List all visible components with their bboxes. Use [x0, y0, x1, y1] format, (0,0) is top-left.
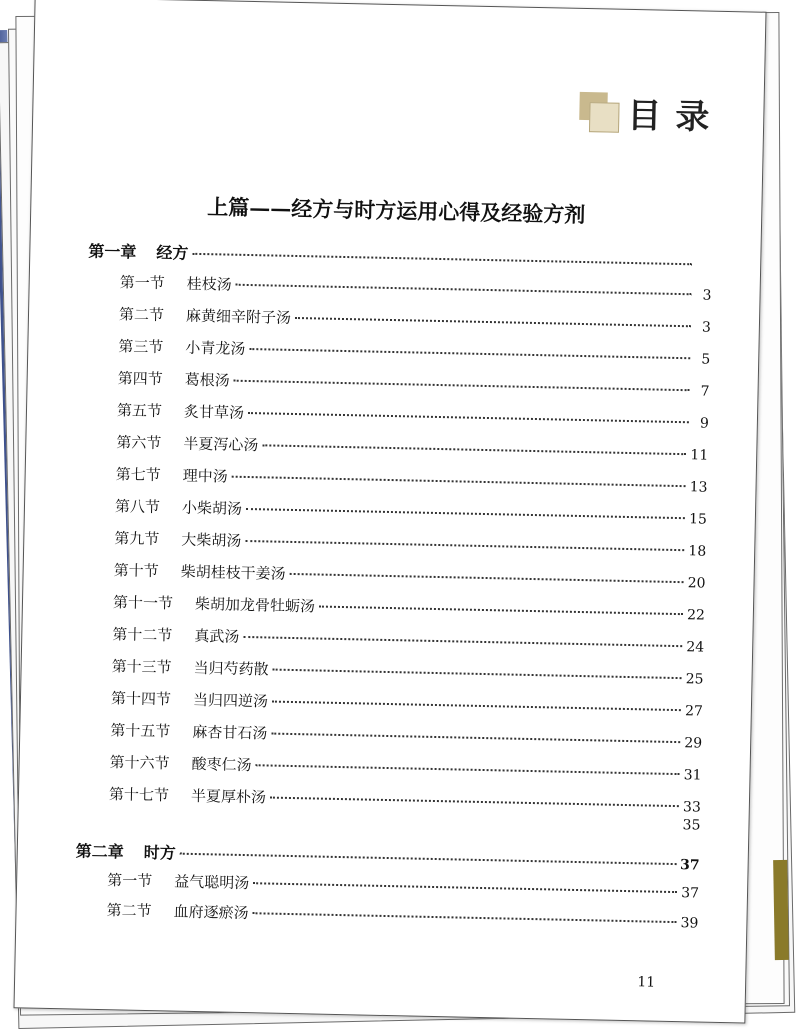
- section-label: 第十四节: [110, 689, 172, 709]
- section-label: 第六节: [116, 433, 162, 453]
- toc-title: 目录: [626, 95, 724, 138]
- toc-entry: [114, 527, 706, 560]
- toc-entry: [112, 623, 704, 656]
- section-title: 当归芍药散: [193, 658, 269, 679]
- section-page: 20: [687, 575, 706, 592]
- part-title: 上篇——经方与时方运用心得及经验方剂: [207, 194, 586, 228]
- section-title: 桂枝汤: [186, 274, 232, 294]
- toc-entry: [120, 271, 712, 304]
- section-label: 第十七节: [108, 785, 170, 805]
- toc-entry: [110, 719, 702, 752]
- section-title: 麻杏甘石汤: [192, 722, 268, 743]
- section-label: 第十一节: [112, 593, 174, 613]
- section-title: 麻黄细辛附子汤: [185, 306, 292, 327]
- section-page: 22: [686, 607, 706, 624]
- dot-leader: [256, 764, 680, 775]
- section-label: 第九节: [114, 529, 160, 549]
- toc-entry: [116, 431, 708, 464]
- section-page: 7: [700, 383, 710, 400]
- section-page: 5: [701, 351, 711, 368]
- section-label: 第一节: [119, 273, 165, 293]
- page-number: 11: [637, 974, 656, 991]
- toc-entry: [113, 559, 705, 592]
- section-title: 血府逐瘀汤: [173, 902, 249, 923]
- dot-leader: [271, 733, 680, 744]
- section-label: 第八节: [114, 497, 161, 517]
- section-title: 真武汤: [194, 626, 240, 646]
- toc-entry: [115, 495, 707, 528]
- section-title: 葛根汤: [184, 370, 230, 390]
- section-title: 理中汤: [182, 466, 228, 486]
- chapter-title: 经方: [156, 243, 189, 263]
- chapter-2-row: [76, 838, 700, 874]
- chapter-page: 37: [679, 857, 700, 874]
- section-title: 小青龙汤: [185, 338, 246, 358]
- section-page: 9: [699, 415, 710, 432]
- dot-leader: [243, 636, 682, 647]
- section-page: 29: [684, 735, 703, 752]
- dot-leader: [319, 606, 683, 616]
- section-label: 第十节: [113, 561, 159, 581]
- section-label: 第一节: [106, 871, 153, 891]
- section-title: 小柴胡汤: [181, 498, 243, 518]
- section-page: 24: [686, 639, 705, 656]
- section-label: 第七节: [115, 465, 161, 485]
- section-page: 37: [681, 885, 700, 902]
- section-label: 第十六节: [109, 753, 170, 773]
- chapter-1-row: [88, 239, 712, 275]
- toc-entry: [111, 655, 703, 688]
- chapter-1-trailing-page: 35: [682, 817, 701, 834]
- toc-entry: [118, 335, 710, 368]
- chapter-title: 时方: [143, 842, 176, 863]
- section-page: 15: [688, 511, 708, 528]
- toc-entry: [109, 751, 701, 784]
- dot-leader: [253, 882, 677, 893]
- dot-leader: [290, 573, 684, 583]
- section-label: 第十二节: [112, 625, 173, 645]
- section-title: 当归四逆汤: [192, 690, 269, 711]
- section-title: 半夏泻心汤: [183, 434, 259, 455]
- section-label: 第二节: [106, 901, 152, 921]
- section-page: 11: [690, 447, 709, 464]
- section-title: 大柴胡汤: [181, 530, 242, 550]
- section-title: 益气聪明汤: [173, 872, 250, 893]
- toc-entry: [115, 463, 707, 496]
- section-title: 柴胡加龙骨牡蛎汤: [194, 594, 316, 616]
- decorative-squares-icon: [579, 91, 620, 132]
- section-page: 33: [682, 799, 702, 816]
- section-title: 半夏厚朴汤: [190, 786, 267, 807]
- section-page: 3: [701, 319, 712, 336]
- dot-leader: [192, 253, 692, 265]
- section-title: 炙甘草汤: [183, 402, 245, 422]
- section-page: 3: [702, 287, 712, 304]
- dot-leader: [262, 444, 686, 455]
- section-page: 25: [685, 671, 704, 688]
- dot-leader: [253, 912, 677, 923]
- section-label: 第二节: [118, 305, 165, 325]
- dot-leader: [270, 797, 679, 808]
- toc-entry: [119, 303, 711, 336]
- section-label: 第十三节: [111, 657, 172, 677]
- dot-leader: [236, 284, 692, 296]
- chapter-label: 第二章: [75, 841, 124, 862]
- dot-leader: [245, 540, 684, 551]
- dot-leader: [232, 476, 686, 488]
- section-title: 酸枣仁汤: [191, 754, 252, 775]
- toc-entry: [113, 591, 705, 624]
- section-page: 39: [680, 915, 699, 932]
- dot-leader: [249, 348, 690, 359]
- toc-entry: [107, 869, 699, 902]
- dot-leader: [234, 380, 690, 392]
- toc-page: [13, 0, 766, 1024]
- dot-leader: [246, 508, 685, 519]
- stacked-page-edge-olive: [773, 860, 789, 960]
- section-page: 31: [683, 767, 702, 784]
- section-label: 第三节: [118, 337, 164, 357]
- section-page: 27: [684, 703, 704, 720]
- toc-entry: [117, 367, 709, 400]
- toc-entry: [117, 399, 709, 432]
- section-title: 柴胡桂枝干姜汤: [180, 562, 286, 583]
- section-label: 第十五节: [110, 721, 171, 741]
- section-page: 18: [688, 543, 707, 560]
- dot-leader: [248, 412, 689, 423]
- chapter-label: 第一章: [88, 241, 137, 262]
- toc-entry: [111, 687, 703, 720]
- section-label: 第四节: [117, 369, 163, 389]
- section-page: 13: [689, 479, 708, 496]
- section-label: 第五节: [116, 401, 163, 421]
- dot-leader: [273, 669, 682, 680]
- toc-header: [579, 87, 724, 139]
- toc-entry: [106, 899, 698, 932]
- dot-leader: [295, 317, 691, 327]
- dot-leader: [180, 853, 676, 865]
- dot-leader: [272, 701, 681, 712]
